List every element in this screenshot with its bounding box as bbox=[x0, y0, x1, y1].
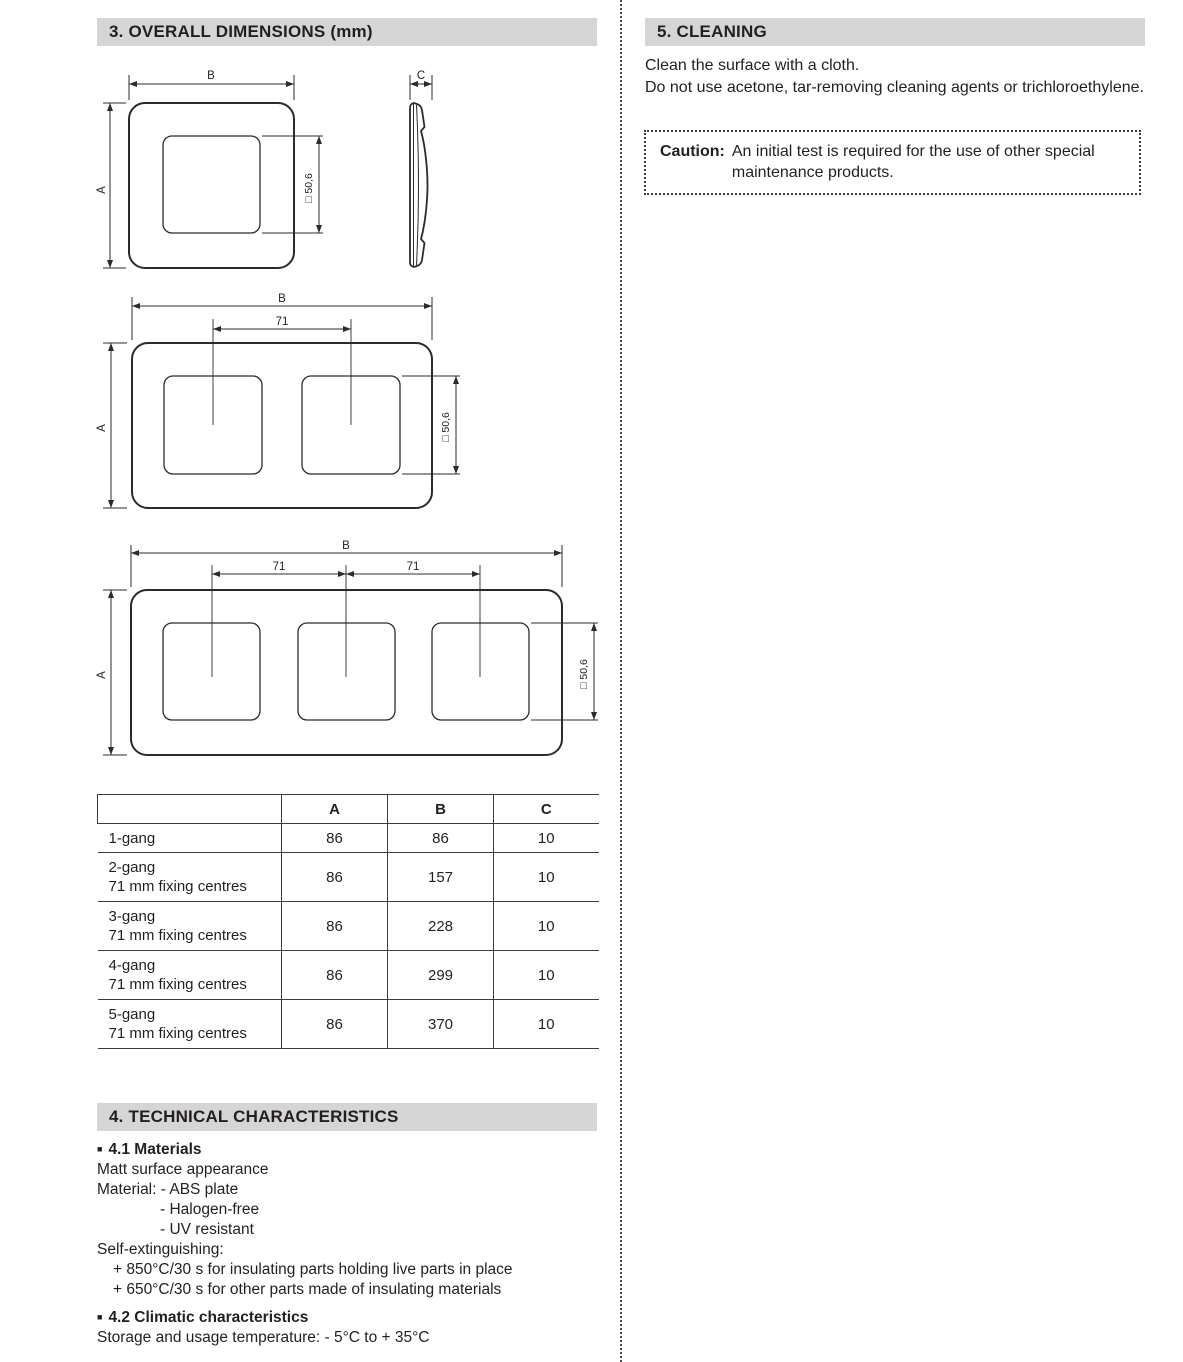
climatic-line: Storage and usage temperature: - 5°C to + 35°C bbox=[97, 1329, 430, 1346]
climatic-block bbox=[97, 1307, 597, 1348]
value-b: 86 bbox=[388, 824, 494, 853]
dim-label-b: B bbox=[342, 540, 350, 552]
table-row-1gang bbox=[98, 824, 599, 853]
row-sublabel: 71 mm fixing centres bbox=[108, 878, 247, 895]
materials-line: Material: - ABS plate bbox=[97, 1181, 239, 1198]
row-label: 2-gang bbox=[108, 859, 156, 876]
value-a: 86 bbox=[282, 951, 388, 1000]
climatic-heading: ■ 4.2 Climatic characteristics bbox=[97, 1309, 309, 1326]
plate-outline-1gang bbox=[129, 103, 294, 268]
table-header-c: C bbox=[494, 795, 599, 824]
table-header-empty bbox=[98, 795, 282, 824]
section-title: 5. CLEANING bbox=[657, 22, 767, 41]
plate-side-profile bbox=[410, 103, 428, 267]
section-title: 3. OVERALL DIMENSIONS (mm) bbox=[109, 22, 373, 41]
value-b: 370 bbox=[388, 1000, 494, 1049]
row-sublabel: 71 mm fixing centres bbox=[108, 976, 247, 993]
caution-label: Caution: bbox=[660, 143, 725, 160]
value-c: 10 bbox=[494, 824, 599, 853]
row-label: 5-gang bbox=[108, 1006, 156, 1023]
row-label: 1-gang bbox=[108, 829, 156, 847]
bullet-icon: ■ bbox=[97, 1144, 103, 1154]
section-header-overall-dimensions bbox=[97, 18, 597, 46]
bullet-icon: ■ bbox=[97, 1312, 103, 1322]
dim-label-square: □ 50,6 bbox=[578, 659, 590, 689]
materials-heading: ■ 4.1 Materials bbox=[97, 1141, 202, 1158]
value-a: 86 bbox=[282, 824, 388, 853]
value-c: 10 bbox=[494, 1000, 599, 1049]
table-row-4gang bbox=[98, 951, 599, 1000]
dimension-lines bbox=[103, 297, 460, 508]
materials-line: + 850°C/30 s for insulating parts holding live parts in place bbox=[113, 1261, 513, 1278]
value-c: 10 bbox=[494, 853, 599, 902]
value-a: 86 bbox=[282, 1000, 388, 1049]
plate-outline-3gang bbox=[131, 590, 562, 755]
materials-line: Self-extinguishing: bbox=[97, 1241, 224, 1258]
table-row-3gang bbox=[98, 902, 599, 951]
table-header-row bbox=[98, 795, 599, 824]
value-a: 86 bbox=[282, 902, 388, 951]
dim-label-a: A bbox=[96, 186, 108, 194]
drawing-1gang bbox=[95, 60, 455, 285]
dim-label-71: 71 bbox=[406, 561, 420, 573]
drawing-2gang bbox=[95, 290, 495, 525]
column-divider bbox=[620, 0, 622, 1362]
section-header-cleaning bbox=[645, 18, 1145, 46]
section-header-technical-characteristics bbox=[97, 1103, 597, 1131]
row-sublabel: 71 mm fixing centres bbox=[108, 927, 247, 944]
row-label: 4-gang bbox=[108, 957, 156, 974]
value-b: 157 bbox=[388, 853, 494, 902]
row-label: 3-gang bbox=[108, 908, 156, 925]
dim-label-a: A bbox=[96, 671, 108, 679]
table-header-b: B bbox=[388, 795, 494, 824]
dim-label-square: □ 50,6 bbox=[440, 412, 452, 442]
materials-line: - UV resistant bbox=[160, 1221, 254, 1238]
materials-line: + 650°C/30 s for other parts made of insulating materials bbox=[113, 1281, 502, 1298]
dim-label-square: □ 50,6 bbox=[303, 173, 315, 203]
drawing-3gang bbox=[95, 540, 615, 775]
value-b: 299 bbox=[388, 951, 494, 1000]
caution-box bbox=[644, 130, 1141, 195]
dim-label-c: C bbox=[416, 70, 426, 82]
dimension-lines bbox=[103, 545, 598, 755]
cleaning-instructions bbox=[645, 55, 1144, 98]
cleaning-line: Clean the surface with a cloth. bbox=[645, 57, 860, 74]
materials-block bbox=[97, 1139, 597, 1300]
row-sublabel: 71 mm fixing centres bbox=[108, 1025, 247, 1042]
caution-text: An initial test is required for the use of other special maintenance products. bbox=[731, 143, 1095, 181]
value-b: 228 bbox=[388, 902, 494, 951]
value-c: 10 bbox=[494, 951, 599, 1000]
materials-line: - Halogen-free bbox=[160, 1201, 260, 1218]
dimensions-table bbox=[97, 794, 599, 1049]
value-c: 10 bbox=[494, 902, 599, 951]
dim-label-b: B bbox=[278, 293, 286, 305]
dim-label-71: 71 bbox=[275, 316, 289, 328]
dim-label-71: 71 bbox=[272, 561, 286, 573]
table-row-5gang bbox=[98, 1000, 599, 1049]
value-a: 86 bbox=[282, 853, 388, 902]
materials-line: Matt surface appearance bbox=[97, 1161, 269, 1178]
plate-outline-2gang bbox=[132, 343, 432, 508]
cleaning-line: Do not use acetone, tar-removing cleaning agents or trichloroethylene. bbox=[645, 78, 1144, 96]
table-header-a: A bbox=[282, 795, 388, 824]
table-row-2gang bbox=[98, 853, 599, 902]
dim-label-a: A bbox=[96, 424, 108, 432]
section-title: 4. TECHNICAL CHARACTERISTICS bbox=[109, 1107, 399, 1126]
dim-label-b: B bbox=[207, 70, 215, 82]
